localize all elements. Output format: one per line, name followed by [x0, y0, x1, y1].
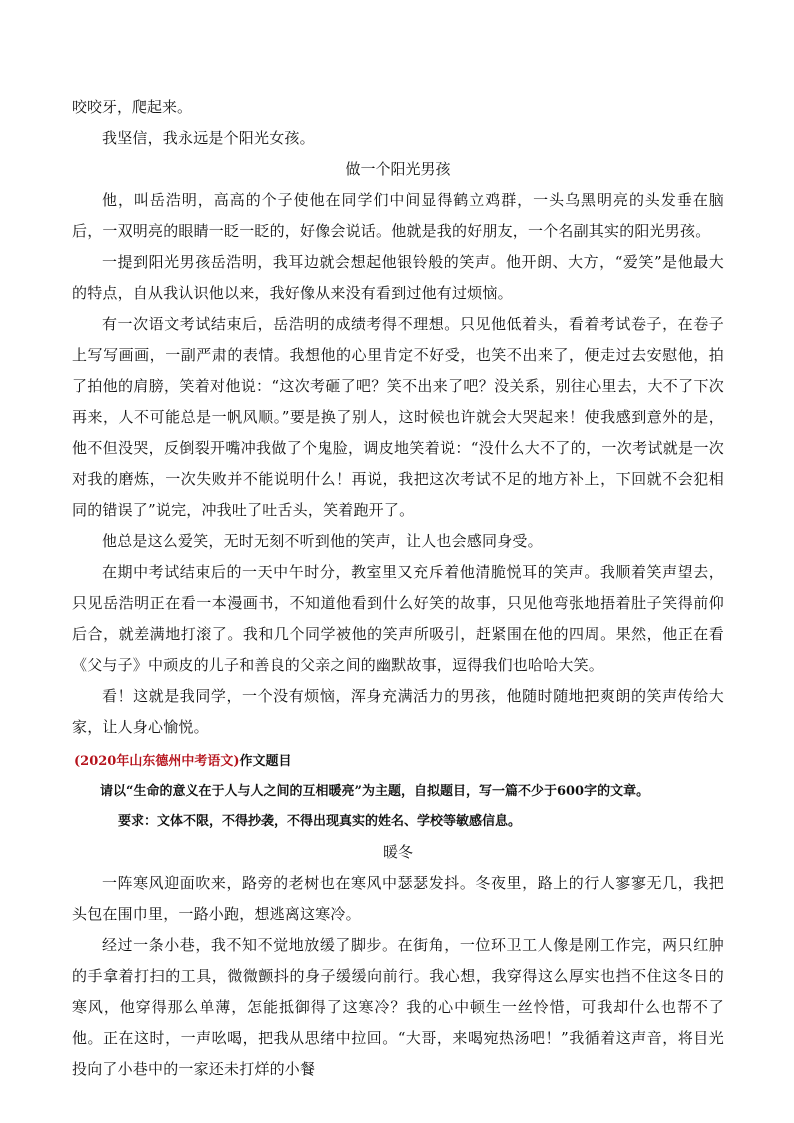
paragraph: 他，叫岳浩明，高高的个子使他在同学们中间显得鹤立鸡群，一头乌黑明亮的头发垂在脑后，一双明亮的眼睛一眨一眨的，好像会说话。他就是我的好朋友，一个名副其实的阳光男孩。 [72, 191, 724, 240]
essay-title: 暖冬 [382, 843, 413, 861]
paragraph: 一提到阳光男孩岳浩明，我耳边就会想起他银铃般的笑声。他开朗、大方，“爱笑”是他最大的特点，自从我认识他以来，我好像从来没有看到过他有过烦恼。 [72, 253, 724, 302]
exam-source-suffix: 作文题目 [239, 754, 292, 769]
exam-prompt: 请以“生命的意义在于人与人之间的互相暖亮”为主题，自拟题目，写一篇不少于600字的文章。 [100, 784, 650, 799]
paragraph: 看！这就是我同学，一个没有烦恼，浑身充满活力的男孩，他随时随地把爽朗的笑声传给大家，让人身心愉悦。 [72, 687, 724, 736]
exam-source: (2020年山东德州中考语文) [74, 754, 240, 769]
paragraph-continued: 咬咬牙，爬起来。 [72, 98, 193, 116]
paragraph: 经过一条小巷，我不知不觉地放缓了脚步。在街角，一位环卫工人像是刚工作完，两只红肿的手拿着打扫的工具，微微颤抖的身子缓缓向前行。我心想，我穿得这么厚实也挡不住这冬日的寒风，他穿得那么单薄，怎能抵御得了这寒冷？我的心中顿生一丝怜惜，可我却什么也帮不了他。正在这时，一声吆喝，把我从思绪中拉回。“大哥，来喝宛热汤吧！”我循着这声音，将目光投向了小巷中的一家还未打烊的小餐 [72, 936, 724, 1078]
paragraph: 一阵寒风迎面吹来，路旁的老树也在寒风中瑟瑟发抖。冬夜里，路上的行人寥寥无几，我把头包在围巾里，一路小跑，想逃离这寒冷。 [72, 874, 724, 923]
paragraph: 在期中考试结束后的一天中午时分，教室里又充斥着他清脆悦耳的笑声。我顺着笑声望去，只见岳浩明正在看一本漫画书，不知道他看到什么好笑的故事，只见他弯张地捂着肚子笑得前仰后合，就差满地打滚了。我和几个同学被他的笑声所吸引，赶紧围在他的四周。果然，他正在看《父与子》中顽皮的儿子和善良的父亲之间的幽默故事，逗得我们也哈哈大笑。 [72, 563, 724, 674]
exam-requirement: 要求：文体不限，不得抄袭，不得出现真实的姓名、学校等敏感信息。 [118, 814, 522, 829]
paragraph: 我坚信，我永远是个阳光女孩。 [102, 129, 315, 147]
paragraph: 他总是这么爱笑，无时无刻不听到他的笑声，让人也会感同身受。 [102, 532, 543, 550]
exam-source-line [74, 747, 724, 777]
document-page [72, 92, 724, 1085]
essay-title: 做一个阳光男孩 [345, 160, 451, 178]
paragraph: 有一次语文考试结束后，岳浩明的成绩考得不理想。只见他低着头，看着考试卷子，在卷子上写写画画，一副严肃的表情。我想他的心里肯定不好受，也笑不出来了，便走过去安慰他，拍了拍他的肩膀，笑着对他说：“这次考砸了吧？笑不出来了吧？没关系，别往心里去，大不了下次再来，人不可能总是一帆风顺。”要是换了别人，这时候也许就会大哭起来！使我感到意外的是，他不但没哭，反倒裂开嘴冲我做了个鬼脸，调皮地笑着说：“没什么大不了的，一次考试就是一次对我的磨炼，一次失败并不能说明什么！再说，我把这次考试不足的地方补上，下回就不会犯相同的错误了”说完，冲我吐了吐舌头，笑着跑开了。 [72, 315, 724, 519]
